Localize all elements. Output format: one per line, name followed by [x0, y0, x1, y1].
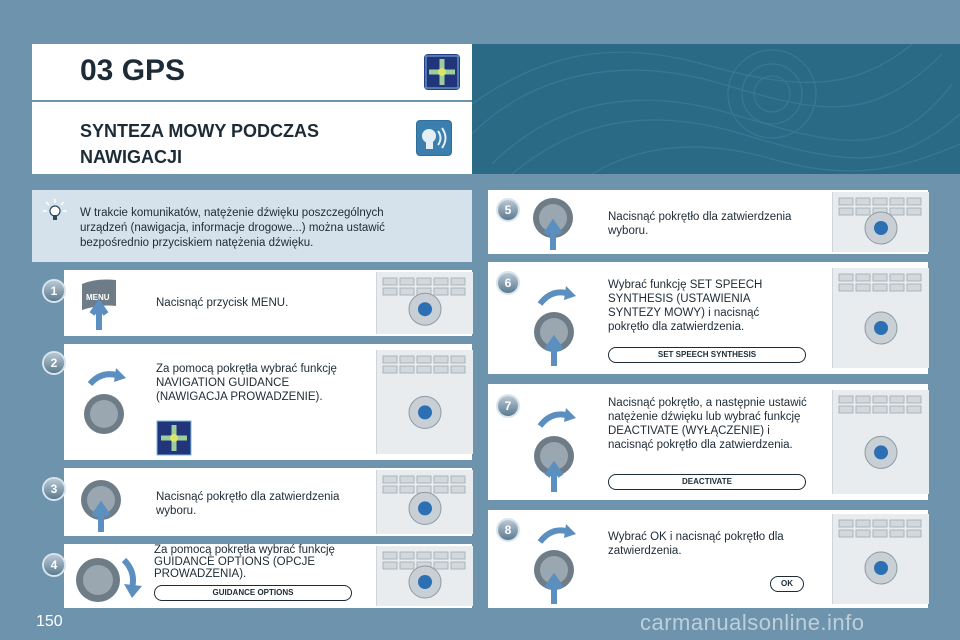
- step-number-badge: 4: [44, 555, 64, 575]
- console-key: [400, 552, 414, 559]
- console-graphic: [833, 514, 929, 604]
- title-box: [32, 44, 472, 100]
- header-banner: [472, 44, 960, 174]
- step-4-text: Za pomocą pokrętła wybrać funkcję GUIDANCE OPTIONS (OPCJE PROWADZENIA).: [154, 544, 335, 580]
- console-key: [451, 562, 465, 569]
- console-key: [856, 520, 870, 527]
- step-6-text: Wybrać funkcję SET SPEECH SYNTHESIS (USTAWIENIA SYNTEZY MOWY) i nacisnąć pokrętło dla zatwierdzenia.: [608, 279, 763, 333]
- console-key: [907, 208, 921, 215]
- console-key: [839, 406, 853, 413]
- console-key: [434, 476, 448, 483]
- console-key: [907, 198, 921, 205]
- console-illustration: [376, 470, 473, 534]
- console-graphic: [833, 192, 929, 252]
- console-key: [890, 198, 904, 205]
- step-1-text: Nacisnąć przycisk MENU.: [156, 297, 289, 309]
- console-key: [839, 208, 853, 215]
- console-key: [873, 530, 887, 537]
- step-7: [488, 384, 928, 500]
- console-key: [890, 274, 904, 281]
- step-number-badge: 8: [498, 520, 518, 540]
- console-key: [434, 562, 448, 569]
- step-number-badge: 2: [44, 353, 64, 373]
- console-knob: [418, 501, 432, 515]
- console-illustration: [832, 390, 929, 494]
- console-key: [839, 396, 853, 403]
- console-knob: [418, 302, 432, 316]
- console-key: [400, 486, 414, 493]
- console-key: [383, 288, 397, 295]
- press-knob-icon: [530, 194, 576, 252]
- step-5: [488, 190, 928, 254]
- console-key: [451, 366, 465, 373]
- info-box: [32, 190, 472, 262]
- console-key: [856, 530, 870, 537]
- subtitle-box: [32, 102, 472, 174]
- console-key: [451, 486, 465, 493]
- console-key: [839, 530, 853, 537]
- console-key: [873, 274, 887, 281]
- console-knob: [874, 445, 888, 459]
- console-key: [907, 530, 921, 537]
- console-graphic: [377, 546, 473, 606]
- console-key: [400, 562, 414, 569]
- console-key: [383, 552, 397, 559]
- option-label-guidance-options: GUIDANCE OPTIONS: [154, 585, 352, 601]
- console-key: [451, 476, 465, 483]
- console-knob: [874, 321, 888, 335]
- console-key: [434, 278, 448, 285]
- step-number-badge: 5: [498, 200, 518, 220]
- console-key: [434, 366, 448, 373]
- console-graphic: [833, 268, 929, 368]
- console-illustration: [832, 192, 929, 252]
- console-key: [890, 208, 904, 215]
- step-7-text: Nacisnąć pokrętło, a następnie ustawić natężenie dźwięku lub wybrać funkcję DEACTIVATE (WYŁĄCZENIE) i nacisnąć pokrętło dla zatwierdzenia.: [608, 397, 807, 451]
- console-key: [417, 552, 431, 559]
- console-knob: [418, 575, 432, 589]
- crosshair-nav-icon: [156, 420, 192, 461]
- console-knob: [418, 405, 432, 419]
- console-key: [907, 274, 921, 281]
- console-key: [434, 288, 448, 295]
- console-key: [400, 356, 414, 363]
- console-key: [839, 284, 853, 291]
- console-key: [856, 198, 870, 205]
- console-key: [434, 356, 448, 363]
- rotate-press-knob-icon: [530, 276, 590, 368]
- step-3-text: Nacisnąć pokrętło dla zatwierdzenia wyboru.: [156, 491, 340, 517]
- console-key: [907, 406, 921, 413]
- console-knob: [874, 221, 888, 235]
- console-key: [383, 278, 397, 285]
- step-2-text: Za pomocą pokrętła wybrać funkcję NAVIGATION GUIDANCE (NAWIGACJA PROWADZENIE).: [156, 363, 337, 403]
- console-key: [417, 278, 431, 285]
- step-2: [64, 344, 472, 460]
- console-graphic: [377, 470, 473, 534]
- watermark: carmanualsonline.info: [640, 610, 865, 635]
- option-label-deactivate: DEACTIVATE: [608, 474, 806, 490]
- step-number-badge: 3: [44, 479, 64, 499]
- console-key: [383, 366, 397, 373]
- console-key: [890, 530, 904, 537]
- console-key: [907, 284, 921, 291]
- console-illustration: [376, 350, 473, 454]
- console-key: [383, 476, 397, 483]
- step-6: [488, 262, 928, 374]
- console-key: [383, 486, 397, 493]
- rotate-press-knob-icon: [530, 398, 590, 494]
- console-key: [383, 356, 397, 363]
- option-label-ok: OK: [770, 576, 804, 592]
- console-key: [873, 198, 887, 205]
- console-key: [451, 278, 465, 285]
- step-number-badge: 6: [498, 273, 518, 293]
- rotate-knob-icon: [74, 548, 154, 606]
- console-knob: [874, 561, 888, 575]
- console-key: [400, 278, 414, 285]
- page-title: 03 GPS: [80, 54, 186, 87]
- console-key: [907, 520, 921, 527]
- console-key: [400, 366, 414, 373]
- console-key: [839, 274, 853, 281]
- console-key: [400, 476, 414, 483]
- menu-button-illustration: [76, 276, 122, 332]
- lightbulb-icon: [42, 198, 68, 229]
- console-key: [451, 288, 465, 295]
- step-8-text: Wybrać OK i nacisnąć pokrętło dla zatwierdzenia.: [608, 531, 784, 557]
- console-illustration: [376, 272, 473, 334]
- console-key: [873, 396, 887, 403]
- press-knob-icon: [78, 474, 124, 534]
- console-key: [434, 552, 448, 559]
- console-illustration: [832, 268, 929, 368]
- console-key: [451, 552, 465, 559]
- console-key: [890, 284, 904, 291]
- console-graphic: [377, 272, 473, 334]
- console-key: [890, 520, 904, 527]
- console-key: [856, 274, 870, 281]
- voice-speech-icon: [416, 120, 452, 156]
- option-label-set-speech-synthesis: SET SPEECH SYNTHESIS: [608, 347, 806, 363]
- console-key: [434, 486, 448, 493]
- rotate-knob-icon: [76, 362, 136, 438]
- info-text: W trakcie komunikatów, natężenie dźwięku poszczególnych urządzeń (nawigacja, informacje drogowe...) można ustawić bezpośrednio przyciskiem natężenia dźwięku.: [80, 207, 385, 249]
- console-key: [873, 406, 887, 413]
- step-1: [64, 270, 472, 336]
- console-key: [856, 396, 870, 403]
- console-key: [873, 520, 887, 527]
- console-graphic: [833, 390, 929, 494]
- console-key: [417, 366, 431, 373]
- crosshair-nav-icon: [424, 54, 460, 90]
- console-key: [400, 288, 414, 295]
- console-key: [856, 284, 870, 291]
- step-number-badge: 7: [498, 396, 518, 416]
- step-3: [64, 468, 472, 536]
- step-4: [64, 544, 472, 608]
- page-number: 150: [36, 613, 63, 630]
- console-key: [856, 406, 870, 413]
- console-key: [890, 396, 904, 403]
- console-key: [417, 476, 431, 483]
- console-key: [383, 562, 397, 569]
- console-key: [890, 406, 904, 413]
- console-key: [907, 396, 921, 403]
- step-8: [488, 510, 928, 608]
- section-title: SYNTEZA MOWY PODCZAS NAWIGACJI: [80, 121, 320, 167]
- console-key: [856, 208, 870, 215]
- menu-label: MENU: [86, 293, 110, 302]
- console-key: [417, 356, 431, 363]
- step-number-badge: 1: [44, 281, 64, 301]
- console-key: [451, 356, 465, 363]
- console-graphic: [377, 350, 473, 454]
- step-5-text: Nacisnąć pokrętło dla zatwierdzenia wyboru.: [608, 211, 792, 237]
- console-key: [839, 520, 853, 527]
- console-illustration: [832, 514, 929, 604]
- console-key: [839, 198, 853, 205]
- rotate-press-knob-icon: [530, 516, 590, 606]
- console-illustration: [376, 546, 473, 606]
- console-key: [873, 284, 887, 291]
